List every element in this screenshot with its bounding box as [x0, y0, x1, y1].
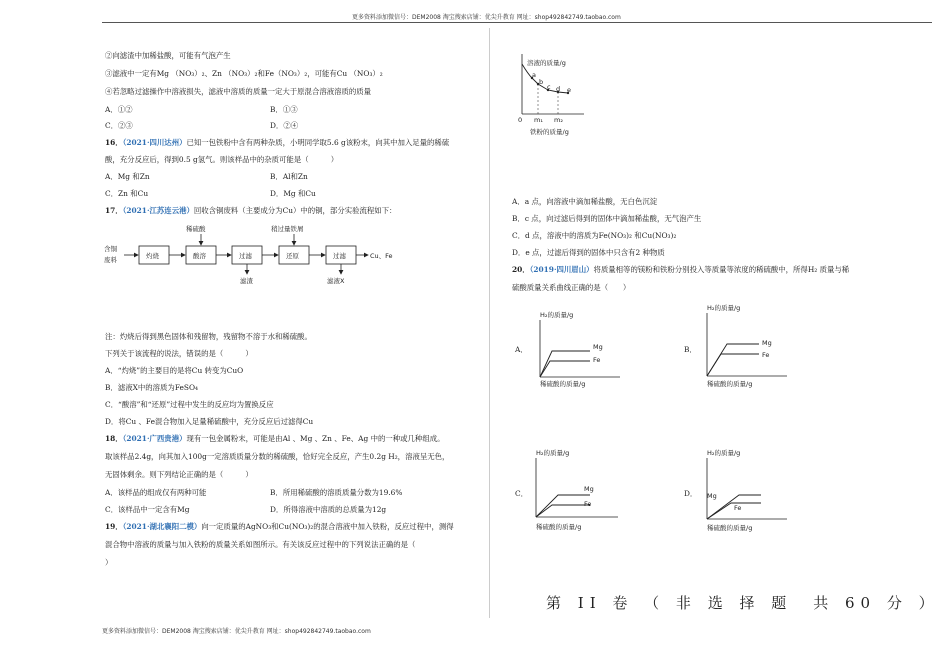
graph-a-ylabel: H₂的质量/g: [540, 311, 574, 319]
graph-d-ylabel: H₂的质量/g: [707, 449, 741, 457]
q19-origin: 0: [518, 116, 523, 124]
q20-text2: 硫酸质量关系曲线正确的是（ ）: [512, 283, 631, 292]
graph-b-mg: Mg: [762, 339, 772, 347]
q19-option-a: A．a 点，向溶液中滴加稀盐酸，无白色沉淀: [512, 197, 658, 206]
flow-source-line1: 含铜: [104, 245, 117, 253]
q19-graph: [512, 50, 602, 140]
q16-source: （2021·四川达州）: [122, 138, 187, 147]
q19-text: 向一定质量的AgNO₃和Cu(NO₃)₂的混合溶液中加入铁粉，反应过程中，测得: [201, 522, 454, 531]
graph-d-mg: Mg: [707, 492, 717, 500]
graph-b-fe: Fe: [762, 351, 770, 359]
column-divider: [489, 28, 490, 618]
q19-option-c: C．d 点，溶液中的溶质为Fe(NO₃)₂ 和Cu(NO₃)₂: [512, 231, 677, 240]
statement-4: ④若忽略过滤操作中溶液损失，滤液中溶质的质量一定大于原混合溶液溶质的质量: [105, 87, 372, 96]
q20-graph-c: [530, 443, 630, 533]
q16-option-b: B．Al和Zn: [270, 172, 308, 181]
q16-number: 16．: [105, 138, 123, 147]
option-c: C．②③: [105, 121, 133, 130]
q20-graph-b: [697, 298, 797, 390]
question-16: [105, 137, 449, 148]
q19-point-a: a: [532, 71, 536, 79]
question-19: [105, 521, 454, 532]
q17-text: 回收含铜废料（主要成分为Cu）中的铜，部分实验流程如下：: [193, 206, 397, 215]
flow-step-roast-label: 灼烧: [146, 252, 159, 260]
q20-graph-a: [530, 305, 630, 390]
q17-option-c: C．“酸溶”和“还原”过程中发生的反应均为置换反应: [105, 400, 274, 409]
q16-option-c: C．Zn 和Cu: [105, 189, 149, 198]
q17-number: 17．: [105, 206, 123, 215]
graph-d-fe: Fe: [734, 504, 742, 512]
option-a: A．①②: [105, 105, 133, 114]
q19-text3: ）: [105, 558, 113, 567]
header-note: 更多资料添加微信号：DEM2008 淘宝搜索店铺：优尖升教育 网址：shop492842749.taobao.com: [352, 14, 621, 21]
q19-m1: m₁: [534, 116, 543, 124]
question-17: [105, 205, 396, 216]
q18-text2: 取该样品2.4g，向其加入100g一定溶质质量分数的稀硫酸，恰好完全反应，产生0.2g H₂，溶液呈无色，: [105, 452, 450, 461]
flow-add-iron: 稍过量铁屑: [271, 225, 304, 233]
q19-graph-ylabel: 溶液的质量/g: [527, 59, 566, 67]
flow-filtrate-x: 滤液X: [327, 277, 345, 285]
graph-c-mg: Mg: [584, 485, 594, 493]
q16-option-d: D．Mg 和Cu: [270, 189, 316, 198]
graph-c-mg-line: [536, 495, 590, 517]
q19-point-c: c: [547, 83, 551, 91]
q20-graph-d: [697, 443, 797, 533]
q18-source: （2021·广西贵港）: [122, 434, 187, 443]
q19-graph-xlabel: 铁粉的质量/g: [530, 128, 569, 136]
q19-m2: m₂: [554, 116, 563, 124]
q18-text3: 无固体剩余。则下列结论正确的是（ ）: [105, 470, 253, 479]
statement-2: ②向滤渣中加稀盐酸，可能有气泡产生: [105, 51, 231, 60]
graph-b-xlabel: 稀硫酸的质量/g: [707, 380, 753, 388]
question-20: [512, 264, 849, 275]
flow-step-reduce-label: 还原: [286, 252, 299, 260]
header-rule: [102, 22, 932, 23]
process-flow-diagram: [100, 220, 420, 292]
graph-a-fe: Fe: [593, 356, 601, 364]
flow-source-line2: 废料: [104, 256, 117, 264]
graph-c-xlabel: 稀硫酸的质量/g: [536, 523, 582, 531]
q17-ask: 下列关于该流程的说法，错误的是（ ）: [105, 349, 253, 358]
q18-text: 现有一包金属粉末，可能是由Al 、Mg 、Zn 、Fe、Ag 中的一种或几种组成。: [186, 434, 445, 443]
graph-c-fe: Fe: [584, 500, 592, 508]
q19-point-d: d: [556, 85, 561, 93]
flow-product: Cu、Fe: [370, 252, 393, 260]
q19-number: 19．: [105, 522, 123, 531]
graph-a-fe-line: [540, 361, 590, 377]
q18-option-b: B．所用稀硫酸的溶质质量分数为19.6%: [270, 488, 403, 497]
graph-a-mg: Mg: [593, 343, 603, 351]
q20-option-b-label: B．: [684, 345, 697, 354]
option-b: B．①③: [270, 105, 298, 114]
q18-option-d: D．所得溶液中溶质的总质量为12g: [270, 505, 387, 514]
statement-3: ③滤液中一定有Mg （NO₃）₂、Zn （NO₃）₂和Fe（NO₃）₂，可能有Cu （NO₃）₂: [105, 69, 383, 78]
graph-b-fe-line: [707, 354, 759, 376]
q18-option-c: C．该样品中一定含有Mg: [105, 505, 190, 514]
q17-option-b: B．滤液X中的溶质为FeSO₄: [105, 383, 199, 392]
flow-step-filter1-label: 过滤: [239, 252, 252, 260]
graph-b-mg-line: [707, 344, 759, 376]
section-2-title: 第 II 卷 （ 非 选 择 题 共 60 分 ）: [546, 594, 940, 612]
q17-option-d: D．将Cu 、Fe混合物加入足量稀硫酸中，充分反应后过滤得Cu: [105, 417, 314, 426]
q17-option-a: A．“灼烧”的主要目的是将Cu 转变为CuO: [105, 366, 244, 375]
footer-note: 更多资料添加微信号：DEM2008 淘宝搜索店铺：优尖升教育 网址：shop492842749.taobao.com: [102, 628, 371, 635]
q20-source: （2019·四川眉山）: [529, 265, 594, 274]
flow-step-dissolve-label: 酸溶: [193, 252, 206, 260]
q20-option-c-label: C．: [515, 489, 529, 498]
q16-text2: 酸，充分反应后，得到0.5 g氢气。则该样品中的杂质可能是（ ）: [105, 155, 339, 164]
q19-point-b: b: [539, 78, 544, 86]
q18-number: 18．: [105, 434, 123, 443]
question-18: [105, 433, 445, 444]
graph-a-mg-line: [540, 351, 590, 377]
q19-option-b: B．c 点，向过滤后得到的固体中滴加稀盐酸，无气泡产生: [512, 214, 702, 223]
q18-option-a: A．该样品的组成仅有两种可能: [105, 488, 207, 497]
q16-option-a: A．Mg 和Zn: [105, 172, 150, 181]
q17-source: （2021·江苏连云港）: [122, 206, 194, 215]
graph-b-ylabel: H₂的质量/g: [707, 304, 741, 312]
q19-point-e: e: [567, 86, 571, 94]
q19-text2: 混合物中溶液的质量与加入铁粉的质量关系如图所示。有关该反应过程中的下列说法正确的是（: [105, 540, 416, 549]
q17-note: 注：灼烧后得到黑色固体和残留物，残留物不溶于水和稀硫酸。: [105, 332, 312, 341]
flow-add-acid: 稀硫酸: [186, 225, 206, 233]
graph-c-ylabel: H₂的质量/g: [536, 449, 570, 457]
q20-number: 20．: [512, 265, 530, 274]
option-d: D．②④: [270, 121, 299, 130]
q16-text: 已知一包铁粉中含有两种杂质，小明同学取5.6 g该粉末，向其中加入足量的稀硫: [186, 138, 450, 147]
flow-step-filter2-label: 过滤: [333, 252, 346, 260]
q20-text: 将质量相等的镁粉和铁粉分别投入等质量等浓度的稀硫酸中，所得H₂ 质量与稀: [593, 265, 850, 274]
q20-option-d-label: D．: [684, 489, 698, 498]
graph-a-xlabel: 稀硫酸的质量/g: [540, 380, 586, 388]
graph-c-fe-line: [536, 505, 590, 517]
q19-source: （2021·湖北襄阳二模）: [122, 522, 202, 531]
graph-d-xlabel: 稀硫酸的质量/g: [707, 524, 753, 532]
q19-graph-curve: [522, 64, 568, 93]
flow-residue: 滤渣: [240, 277, 253, 285]
q19-option-d: D．e 点，过滤后得到的固体中只含有2 种物质: [512, 248, 665, 257]
q20-option-a-label: A．: [515, 345, 528, 354]
